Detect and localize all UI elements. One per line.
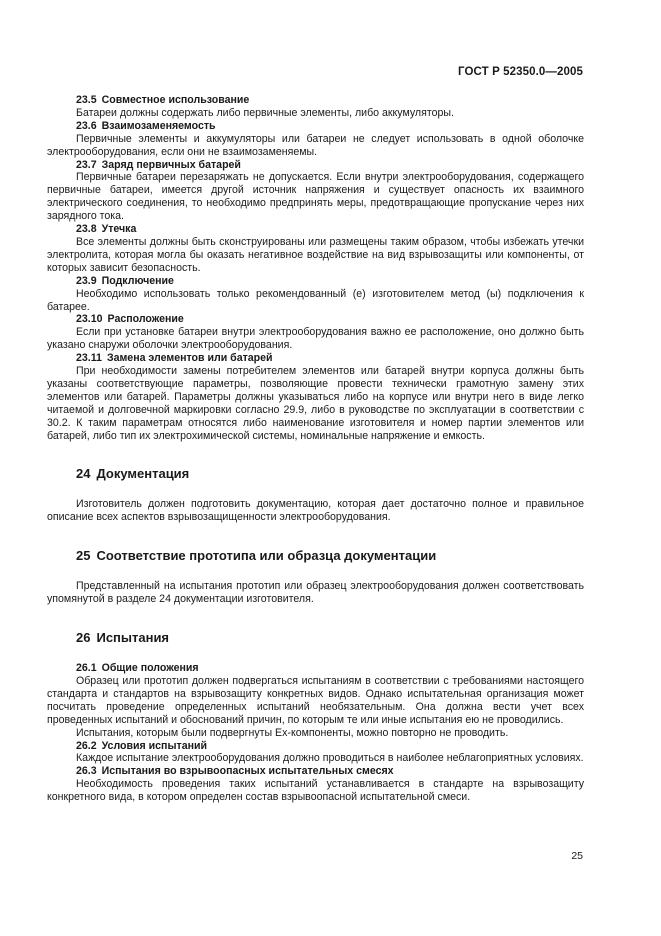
paragraph: Необходимость проведения таких испытаний устанавливается в стандарте на взрывозащиту конкретного вида, в котором определен состав взрывоопасной испытательной смеси. xyxy=(47,778,584,804)
paragraph: При необходимости замены потребителем элементов или батарей внутри корпуса должны быть указаны соответствующие параметры, позволяющие провести технически грамотную замену этих элементов или батарей. Параметры должны указываться либо на корпусе или внутри него в виде легко читаемой и долговечной маркировки согласно 29.9, либо в руководстве по эксплуатации в соответствии с 30.2. К таким параметрам относятся либо наименование изготовителя и номер партии элементов или батарей, либо тип их электрохимической системы, номинальные напряжение и емкость. xyxy=(47,365,584,442)
subsection-number: 23.11 xyxy=(76,352,102,365)
paragraph: Все элементы должны быть сконструированы или размещены таким образом, чтобы избежать утечки электролита, которая могла бы оказать негативное воздействие на вид взрывозащиты или компоненты, от которых зависит безопасность. xyxy=(47,235,584,274)
section-number: 26 xyxy=(76,630,91,646)
subsection-heading xyxy=(47,223,584,236)
subsection-title: Утечка xyxy=(101,223,137,236)
paragraph: Каждое испытание электрооборудования должно проводиться в наиболее неблагоприятных условиях. xyxy=(76,752,584,765)
subsection-number: 26.2 xyxy=(76,739,97,752)
page-content xyxy=(47,94,584,804)
subsection-number: 26.3 xyxy=(76,765,97,778)
subsection-number: 23.9 xyxy=(76,274,97,287)
paragraph: Испытания, которым были подвергнуты Ex-компоненты, можно повторно не проводить. xyxy=(76,726,509,739)
section-heading xyxy=(47,548,584,563)
subsection-heading xyxy=(47,159,584,172)
section-title: Испытания xyxy=(96,630,170,646)
subsection-heading xyxy=(47,765,584,778)
standard-code-header: ГОСТ Р 52350.0—2005 xyxy=(458,66,583,78)
paragraph: Батареи должны содержать либо первичные элементы, либо аккумуляторы. xyxy=(76,106,454,119)
section-title: Документация xyxy=(96,466,190,482)
section-number: 24 xyxy=(76,466,91,482)
subsection-number: 23.8 xyxy=(76,223,97,236)
paragraph: Изготовитель должен подготовить документацию, которая дает достаточно полное и правильное описание всех аспектов взрывозащищенности электрооборудования. xyxy=(47,498,584,524)
section-heading xyxy=(47,466,584,481)
subsection-number: 23.10 xyxy=(76,313,103,326)
subsection-title: Расположение xyxy=(107,313,184,326)
subsection-title: Замена элементов или батарей xyxy=(106,352,273,365)
subsection-number: 23.7 xyxy=(76,158,97,171)
subsection-title: Совместное использование xyxy=(101,94,250,106)
paragraph: Первичные элементы и аккумуляторы или батареи не следует использовать в одной оболочке электрооборудования, если они не взаимозаменяемы. xyxy=(47,132,584,158)
subsection-title: Условия испытаний xyxy=(101,739,208,752)
paragraph: Если при установке батареи внутри электрооборудования важно ее расположение, оно должно быть указано снаружи оболочки электрооборудования. xyxy=(47,326,584,352)
subsection-title: Испытания во взрывоопасных испытательных смесях xyxy=(101,765,394,778)
subsection-title: Заряд первичных батарей xyxy=(101,158,241,171)
subsection-title: Взаимозаменяемость xyxy=(101,119,216,132)
paragraph: Необходимо использовать только рекомендованный (е) изготовителем метод (ы) подключения к батарее. xyxy=(47,287,584,313)
subsection-heading xyxy=(47,120,584,133)
subsection-heading xyxy=(47,275,584,288)
subsection-number: 23.5 xyxy=(76,94,97,106)
subsection-heading xyxy=(47,662,584,675)
paragraph: Образец или прототип должен подвергаться испытаниям в соответствии с требованиями настоящего стандарта и стандартов на взрывозащиту конкретных видов. Однако испытательная организация может посчитать проведение определенных испытаний необязательным. Она должна вести учет всех проведенных испытаний и обоснований причин, по которым те или иные испытания ею не проводились. xyxy=(47,675,584,726)
section-heading xyxy=(47,630,584,645)
subsection-number: 26.1 xyxy=(76,662,97,675)
paragraph: Представленный на испытания прототип или образец электрооборудования должен соответствовать упомянутой в разделе 24 документации изготовителя. xyxy=(47,580,584,606)
paragraph: Первичные батареи перезаряжать не допускается. Если внутри электрооборудования, содержащего первичные батареи, имеется другой источник напряжения и существует опасность их взаимного электрического соединения, то необходимо предпринять меры, предотвращающие пропускание через них зарядного тока. xyxy=(47,171,584,223)
subsection-title: Общие положения xyxy=(101,662,199,675)
section-number: 25 xyxy=(76,548,91,564)
subsection-heading xyxy=(47,740,584,753)
subsection-heading xyxy=(47,313,584,326)
subsection-heading xyxy=(47,94,584,107)
subsection-title: Подключение xyxy=(101,274,174,287)
subsection-heading xyxy=(47,352,584,365)
page-number: 25 xyxy=(571,850,583,862)
section-title: Соответствие прототипа или образца документации xyxy=(96,548,437,564)
subsection-number: 23.6 xyxy=(76,119,97,132)
